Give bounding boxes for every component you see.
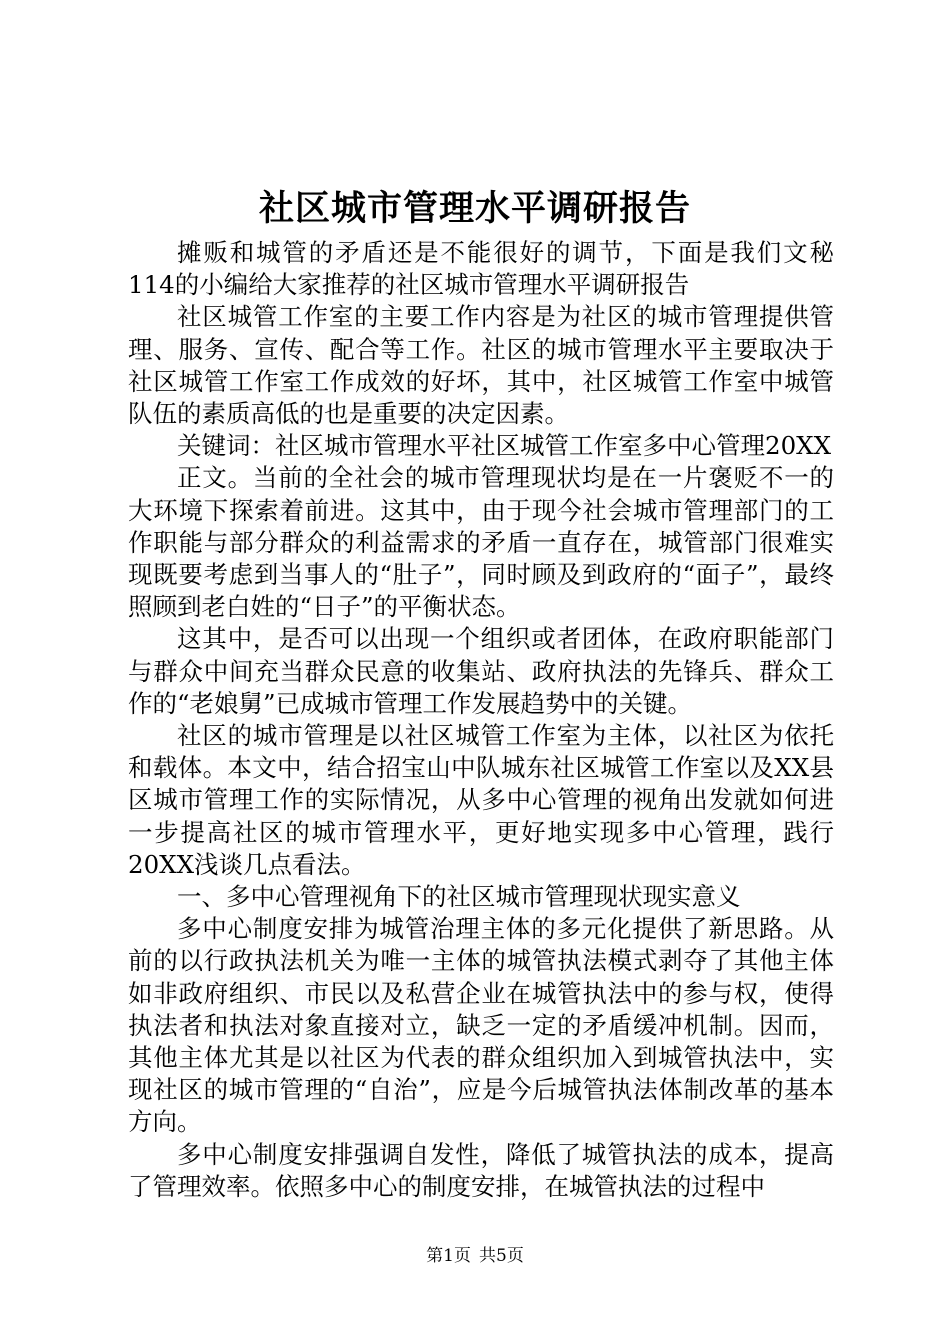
paragraph-main-text: 正文。当前的全社会的城市管理现状均是在一片褒贬不一的大环境下探索着前进。这其中，由于现今社会城市管理部门的工作职能与部分群众的利益需求的矛盾一直存在，城管部门很难实现既要考虑到当事人的“肚子”，同时顾及到政府的“面子”，最终照顾到老白姓的“日子”的平衡状态。 — [128, 463, 834, 622]
page-footer — [0, 1245, 950, 1267]
document-title: 社区城市管理水平调研报告 — [258, 188, 691, 229]
document-body — [128, 237, 834, 1203]
paragraph-spontaneity: 多中心制度安排强调自发性，降低了城管执法的成本，提高了管理效率。依照多中心的制度安排，在城管执法的过程中 — [128, 1139, 834, 1201]
paragraph-abstract: 社区城管工作室的主要工作内容是为社区的城市管理提供管理、服务、宣传、配合等工作。社区的城市管理水平主要取决于社区城管工作室工作成效的好坏，其中，社区城管工作室中城管队伍的素质高低的也是重要的决定因素。 — [128, 302, 834, 429]
paragraph-multicenter: 多中心制度安排为城管治理主体的多元化提供了新思路。从前的以行政执法机关为唯一主体的城管执法模式剥夺了其他主体如非政府组织、市民以及私营企业在城管执法中的参与权，使得执法者和执法对象直接对立，缺乏一定的矛盾缓冲机制。因而，其他主体尤其是以社区为代表的群众组织加入到城管执法中，实现社区的城市管理的“自治”，应是今后城管执法体制改革的基本方向。 — [128, 914, 834, 1137]
paragraph-intro: 摊贩和城管的矛盾还是不能很好的调节，下面是我们文秘114的小编给大家推荐的社区城市管理水平调研报告 — [128, 238, 834, 300]
paragraph-keywords: 关键词：社区城市管理水平社区城管工作室多中心管理20XX — [177, 431, 832, 461]
page-number: 第1页 — [426, 1246, 471, 1266]
paragraph-organization: 这其中，是否可以出现一个组织或者团体，在政府职能部门与群众中间充当群众民意的收集站、政府执法的先锋兵、群众工作的“老娘舅”已成城市管理工作发展趋势中的关键。 — [128, 624, 834, 718]
paragraph-community: 社区的城市管理是以社区城管工作室为主体，以社区为依托和载体。本文中，结合招宝山中队城东社区城管工作室以及XX县区城市管理工作的实际情况，从多中心管理的视角出发就如何进一步提高社区的城市管理水平，更好地实现多中心管理，践行20XX浅谈几点看法。 — [128, 721, 834, 879]
section-heading-1: 一、多中心管理视角下的社区城市管理现状现实意义 — [177, 882, 741, 912]
page-total: 共5页 — [479, 1246, 524, 1266]
